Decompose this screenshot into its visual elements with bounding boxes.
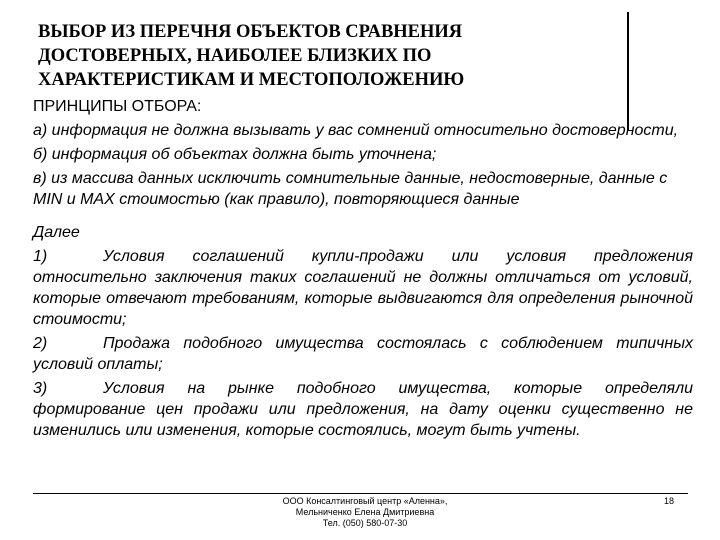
slide-body [33, 96, 693, 441]
footer-company: ООО Консалтинговый центр «Аленна», [282, 496, 448, 506]
title-line: ХАРАКТЕРИСТИКАМ И МЕСТОПОЛОЖЕНИЮ [38, 70, 465, 90]
condition-text: Условия соглашений купли-продажи или условия предложения относительно заключения таких соглашений не должны отличаться от условий, которые отвечают требованиям, которые выдвигаются для определения рыночной стоимости; [33, 248, 693, 328]
title-line: ВЫБОР ИЗ ПЕРЕЧНЯ ОБЪЕКТОВ СРАВНЕНИЯ [38, 22, 463, 42]
footer-phone: Тел. (050) 580-07-30 [322, 518, 408, 528]
further-heading: Далее [33, 224, 80, 241]
condition-text: Продажа подобного имущества состоялась с соблюдением типичных условий оплаты; [33, 335, 693, 373]
condition-item-2 [33, 333, 693, 375]
condition-number: 3) [33, 380, 48, 397]
condition-text: Условия на рынке подобного имущества, которые определяли формирование цен продажи или предложения, на дату оценки существенно не изменились или изменения, которые состоялись, могут быть учтены. [33, 380, 693, 439]
condition-item-1 [33, 246, 693, 330]
footer-person: Мельниченко Елена Дмитриевна [295, 507, 435, 517]
slide-title [38, 20, 618, 92]
principle-item-c: в) из массива данных исключить сомнительные данные, недостоверные, данные с MIN и MAX стоимостью (как правило), повторяющиеся данные [33, 170, 668, 208]
principle-item-a: а) информация не должна вызывать у вас сомнений относительно достоверности, [33, 122, 679, 139]
condition-number: 2) [33, 335, 48, 352]
condition-number: 1) [33, 248, 48, 265]
principles-heading: ПРИНЦИПЫ ОТБОРА: [33, 98, 202, 115]
title-line: ДОСТОВЕРНЫХ, НАИБОЛЕЕ БЛИЗКИХ ПО [38, 46, 432, 66]
page-number: 18 [664, 496, 675, 506]
principle-item-b: б) информация об объектах должна быть уточнена; [33, 146, 437, 163]
condition-item-3 [33, 378, 693, 441]
footer-contact [230, 496, 500, 529]
footer-divider [33, 493, 688, 494]
